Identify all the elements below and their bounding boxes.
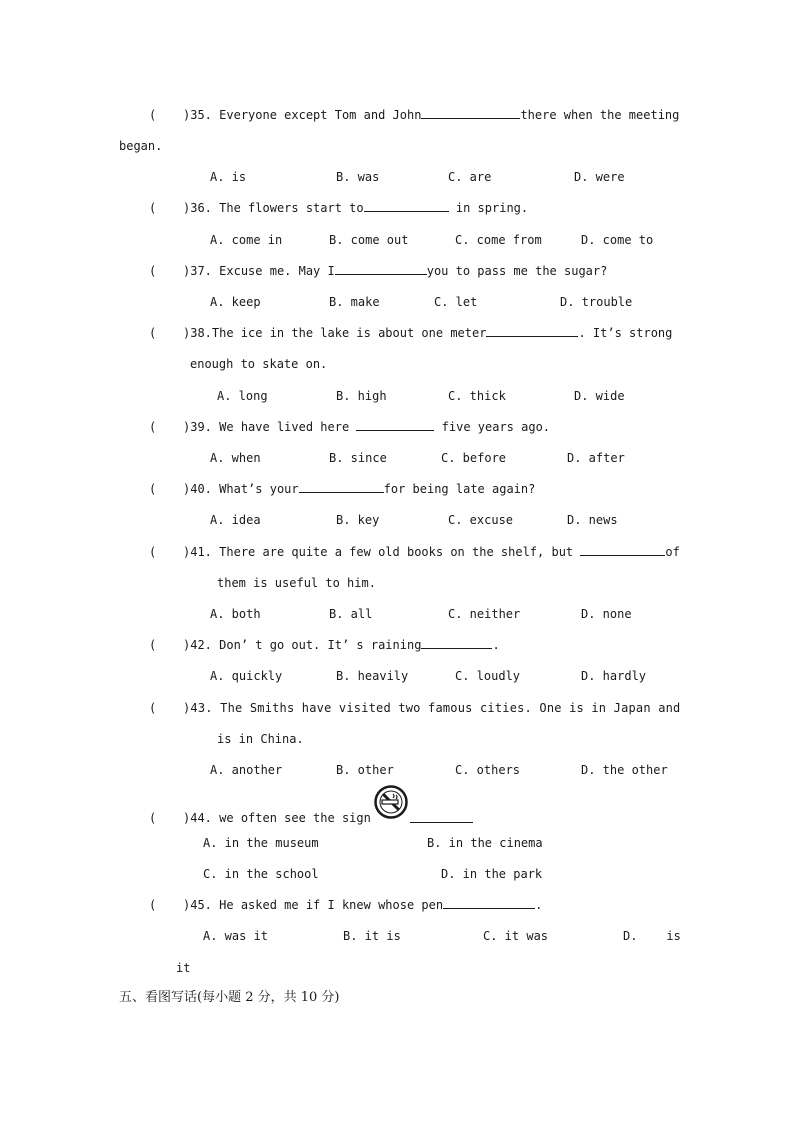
option-c: C. neither: [448, 607, 521, 621]
option-b: B. since: [329, 451, 387, 465]
question-stem: )39. We have lived here five years ago.: [183, 420, 551, 434]
answer-paren: (: [149, 811, 157, 825]
answer-blank[interactable]: [486, 325, 578, 337]
answer-blank[interactable]: [299, 481, 384, 493]
option-b: B. was: [336, 170, 380, 184]
answer-blank[interactable]: [443, 897, 535, 909]
option-a: A. in the museum: [203, 836, 319, 850]
option-b: B. key: [336, 513, 380, 527]
option-c: C. excuse: [448, 513, 514, 527]
option-d: D. were: [574, 170, 625, 184]
option-a: A. quickly: [210, 669, 283, 683]
answer-paren: (: [149, 638, 157, 652]
answer-paren: (: [149, 326, 157, 340]
answer-blank[interactable]: [364, 200, 449, 212]
option-c: C. before: [441, 451, 507, 465]
option-b: B. other: [336, 763, 394, 777]
option-d: D. is: [623, 929, 681, 943]
question-stem: )36. The flowers start to in spring.: [183, 201, 529, 215]
question-continuation: them is useful to him.: [217, 576, 376, 590]
option-c: C. others: [455, 763, 521, 777]
option-b: B. in the cinema: [427, 836, 543, 850]
option-a: A. long: [217, 389, 268, 403]
question-stem: )38.The ice in the lake is about one meter . It’s strong: [183, 326, 673, 340]
option-a: A. is: [210, 170, 247, 184]
option-c: C. thick: [448, 389, 506, 403]
option-d: D. come to: [581, 233, 654, 247]
section-heading: 五、看图写话(每小题 2 分，共 10 分): [119, 990, 340, 1005]
option-c: C. are: [448, 170, 492, 184]
answer-paren: (: [149, 264, 157, 278]
option-b: B. it is: [343, 929, 401, 943]
option-a: A. idea: [210, 513, 261, 527]
option-b: B. all: [329, 607, 373, 621]
answer-blank[interactable]: [356, 419, 434, 431]
option-b: B. come out: [329, 233, 409, 247]
option-c: C. come from: [455, 233, 542, 247]
question-stem: )44. we often see the sign: [183, 811, 371, 825]
answer-blank[interactable]: [410, 811, 473, 823]
option-c: C. let: [434, 295, 478, 309]
question-stem: )41. There are quite a few old books on the shelf, but of: [183, 545, 680, 559]
option-d: D. trouble: [560, 295, 633, 309]
answer-paren: (: [149, 482, 157, 496]
option-d: D. after: [567, 451, 625, 465]
option-d: D. wide: [574, 389, 625, 403]
option-d: D. none: [581, 607, 632, 621]
option-d-continuation: it: [176, 961, 191, 975]
option-a: A. keep: [210, 295, 261, 309]
question-stem: )45. He asked me if I knew whose pen .: [183, 898, 543, 912]
option-b: B. heavily: [336, 669, 409, 683]
answer-blank[interactable]: [580, 544, 665, 556]
answer-paren: (: [149, 701, 157, 715]
question-stem: )35. Everyone except Tom and John there when the meeting: [183, 108, 680, 122]
question-stem: )40. What’s your for being late again?: [183, 482, 536, 496]
answer-blank[interactable]: [421, 107, 520, 119]
option-b: B. high: [336, 389, 387, 403]
answer-paren: (: [149, 898, 157, 912]
question-continuation: is in China.: [217, 732, 304, 746]
question-continuation: began.: [119, 139, 163, 153]
option-a: A. both: [210, 607, 261, 621]
answer-blank[interactable]: [335, 263, 427, 275]
option-c: C. in the school: [203, 867, 319, 881]
option-a: A. another: [210, 763, 283, 777]
option-b: B. make: [329, 295, 380, 309]
question-continuation: enough to skate on.: [190, 357, 328, 371]
option-d: D. hardly: [581, 669, 647, 683]
option-a: A. was it: [203, 929, 269, 943]
question-stem: )42. Don’ t go out. It’ s raining .: [183, 638, 500, 652]
answer-blank[interactable]: [421, 637, 492, 649]
option-d: D. news: [567, 513, 618, 527]
question-stem: )43. The Smiths have visited two famous cities. One is in Japan and: [183, 701, 681, 715]
answer-paren: (: [149, 201, 157, 215]
question-stem: )37. Excuse me. May I you to pass me the sugar?: [183, 264, 608, 278]
option-d: D. the other: [581, 763, 668, 777]
option-a: A. come in: [210, 233, 283, 247]
option-d: D. in the park: [441, 867, 543, 881]
answer-paren: (: [149, 108, 157, 122]
no-smoking-sign-icon: [374, 785, 408, 819]
option-c: C. it was: [483, 929, 549, 943]
option-a: A. when: [210, 451, 261, 465]
answer-paren: (: [149, 420, 157, 434]
option-c: C. loudly: [455, 669, 521, 683]
answer-paren: (: [149, 545, 157, 559]
